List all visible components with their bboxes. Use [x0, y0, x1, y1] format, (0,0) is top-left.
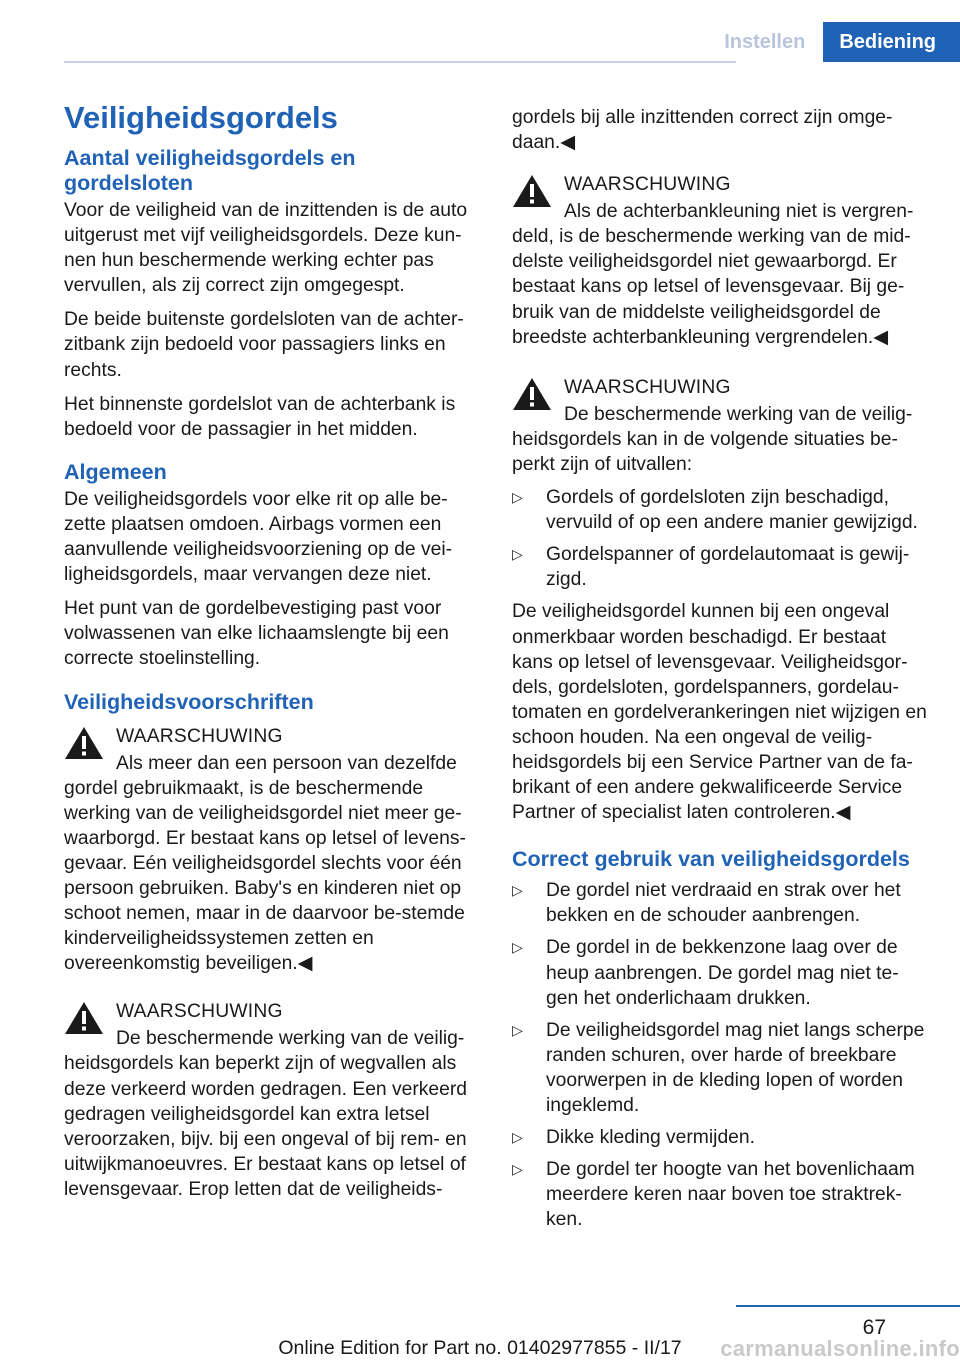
- section-aantal: [64, 146, 479, 442]
- triangle-bullet-icon: ▷: [512, 489, 523, 506]
- list-item: ▷ Gordels of gordelsloten zijn beschadigd, vervuild of op een andere manier gewijzigd.: [512, 487, 918, 534]
- warning-block: [512, 374, 930, 477]
- warning-continuation: gordels bij alle inzittenden correct zijn omge‐daan.◀: [512, 107, 893, 154]
- warning-text: De beschermende werking van de veilig‐heidsgordels kan in de volgende situaties be‐perkt zijn of uitvallen:: [512, 403, 913, 475]
- tab-instellen[interactable]: Instellen: [724, 31, 806, 53]
- section-correct: [512, 847, 930, 1232]
- warning-block: [64, 723, 479, 977]
- warning-triangle-icon: [512, 174, 552, 208]
- header-divider: [64, 61, 736, 63]
- section-heading-correct: Correct gebruik van veiligheidsgordels: [512, 847, 910, 872]
- section-algemeen: [64, 460, 479, 672]
- watermark: carmanualsonline.info: [720, 1336, 960, 1361]
- paragraph: Het binnenste gordelslot van de achterbank is bedoeld voor de passagier in het midden.: [64, 393, 456, 440]
- footer-edition: Online Edition for Part no. 01402977855 - II/17: [278, 1337, 682, 1359]
- section-heading-aantal: Aantal veiligheidsgordels en gordelsloten: [64, 146, 356, 195]
- list-item: ▷ De gordel ter hoogte van het bovenlichaam meerdere keren naar boven toe straktrek‐ken.: [512, 1159, 915, 1231]
- triangle-bullet-icon: ▷: [512, 939, 523, 956]
- list-item: ▷ Dikke kleding vermijden.: [512, 1125, 930, 1150]
- warning-text: De beschermende werking van de veilig‐heidsgordels kan beperkt zijn of wegvallen als deze verkeerd worden gedragen. Een verkeerd gedragen veiligheidsgordel kan extra letsel veroorzaken, bijv. bij een ongeval of bij rem- en uitwijkmanoeuvres. Er bestaat kans op letsel of levensgevaar. Erop letten dat de veiligheids‐: [64, 1028, 468, 1200]
- page-title: Veiligheidsgordels: [64, 100, 338, 135]
- left-column: [64, 98, 479, 1216]
- triangle-bullet-icon: ▷: [512, 1021, 523, 1038]
- paragraph: De veiligheidsgordel kunnen bij een ongeval onmerkbaar worden beschadigd. Er bestaat kans op letsel of levensgevaar. Veiligheidsgor‐dels, gordelsloten, gordelspanners, gordelau‐tomaten en gordelverankeringen niet wijzigen en schoon houden. Na een ongeval de veilig‐heidsgordels bij een Service Partner van de fa‐brikant of een andere gekwalificeerde Service Partner of specialist laten controleren.◀: [512, 601, 927, 824]
- list-item: ▷ De veiligheidsgordel mag niet langs scherpe randen schuren, over harde of breekbare voorwerpen in de kleding lopen of worden ingeklemd.: [512, 1019, 925, 1116]
- paragraph: Voor de veiligheid van de inzittenden is de auto uitgerust met vijf veiligheidsgordels. Deze kun‐nen hun beschermende werking echter pas vervullen, als zij correct zijn omgegespt.: [64, 200, 468, 297]
- paragraph: De veiligheidsgordels voor elke rit op alle be‐zette plaatsen omdoen. Airbags vormen een aanvullende veiligheidsvoorziening op de vei‐ligheidsgordels, maar vervangen deze niet.: [64, 488, 453, 586]
- page-number-rule: [736, 1305, 960, 1307]
- warning-block: [512, 171, 930, 350]
- section-voorschriften: [64, 690, 479, 1203]
- paragraph: De beide buitenste gordelsloten van de achter‐zitbank zijn bedoeld voor passagiers links en rechts.: [64, 309, 464, 381]
- triangle-bullet-icon: ▷: [512, 546, 523, 563]
- warning-text: Als de achterbankleuning niet is vergren‐deld, is de beschermende werking van de mid‐delste veiligheidsgordel niet gewaarborgd. Er bestaat kans op letsel of levensgevaar. Bij ge‐bruik van de middelste veiligheidsgordel de breedste achterbankleuning vergrendelen.◀: [512, 201, 914, 348]
- triangle-bullet-icon: ▷: [512, 882, 523, 899]
- list-item: ▷ De gordel niet verdraaid en strak over het bekken en de schouder aanbrengen.: [512, 880, 901, 927]
- right-column: [512, 105, 930, 1239]
- warning-triangle-icon: [512, 377, 552, 411]
- section-heading-algemeen: Algemeen: [64, 459, 167, 484]
- chapter-nav: [706, 22, 960, 62]
- warning-title: WAARSCHUWING: [564, 376, 731, 398]
- section-heading-voorschriften: Veiligheidsvoorschriften: [64, 689, 314, 714]
- tab-bediening[interactable]: Bediening: [823, 22, 960, 62]
- warning-triangle-icon: [64, 1001, 104, 1035]
- triangle-bullet-icon: ▷: [512, 1161, 523, 1178]
- warning-list: [512, 485, 930, 592]
- list-item: ▷ Gordelspanner of gordelautomaat is gewij‐zigd.: [512, 544, 910, 591]
- page-number: 67: [862, 1316, 886, 1339]
- warning-title: WAARSCHUWING: [116, 1001, 283, 1023]
- warning-triangle-icon: [64, 726, 104, 760]
- warning-block: [64, 998, 479, 1202]
- triangle-bullet-icon: ▷: [512, 1129, 523, 1146]
- warning-title: WAARSCHUWING: [116, 725, 283, 747]
- paragraph: Het punt van de gordelbevestiging past voor volwassenen van elke lichaamslengte bij een correcte stoelinstelling.: [64, 598, 449, 670]
- usage-list: [512, 878, 930, 1232]
- warning-title: WAARSCHUWING: [564, 174, 731, 196]
- warning-text: Als meer dan een persoon van dezelfde gordel gebruikmaakt, is de beschermende werking van de veiligheidsgordel niet meer ge‐waarborgd. Er bestaat kans op letsel of levens‐gevaar. Eén veiligheidsgordel slechts voor één persoon gebruiken. Baby's en kinderen niet op schoot nemen, maar in de daarvoor be‐stemde kinderveiligheidssystemen zetten en overeenkomstig beveiligen.◀: [64, 752, 466, 975]
- list-item: ▷ De gordel in de bekkenzone laag over de heup aanbrengen. De gordel mag niet te‐gen het onderlichaam drukken.: [512, 937, 899, 1009]
